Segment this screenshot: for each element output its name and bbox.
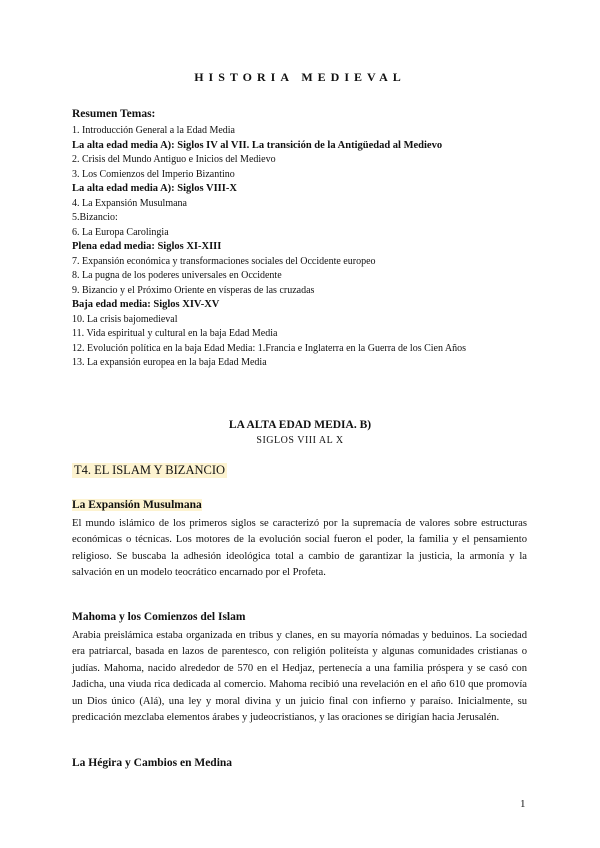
document-title: HISTORIA MEDIEVAL — [194, 70, 406, 84]
topic-heading: T4. EL ISLAM Y BIZANCIO — [74, 463, 226, 477]
summary-item: 7. Expansión económica y transformaciones sociales del Occidente europeo — [72, 255, 376, 267]
summary-section-label: Plena edad media: Siglos XI-XIII — [72, 241, 222, 252]
summary-item: 4. La Expansión Musulmana — [72, 197, 187, 209]
summary-item: 2. Crisis del Mundo Antiguo e Inicios del Medievo — [72, 154, 276, 165]
section-subheading: SIGLOS VIII AL X — [256, 435, 344, 446]
summary-item: 10. La crisis bajomedieval — [72, 313, 178, 325]
summary-item: 6. La Europa Carolingia — [72, 226, 169, 238]
summary-section-label: La alta edad media A): Siglos IV al VII. La transición de la Antigüedad al Medievo — [72, 139, 443, 151]
paragraph-expansion: El mundo islámico de los primeros siglos se caracterizó por la supremacía de valores sobre estructuras económicas o técnicas. Los motores de la evolución social fueron el poder, la familia y el pensamiento religioso. Se buscaba la adhesión ideológica total a cambio de garantizar la justicia, la armonía y la salvación en un modelo teocrático encarnado por el Profeta. — [72, 518, 527, 579]
section-heading: LA ALTA EDAD MEDIA. B) — [228, 419, 372, 431]
summary-item: 13. La expansión europea en la baja Edad Media — [72, 357, 267, 368]
page-number: 1 — [520, 798, 526, 810]
summary-item: 8. La pugna de los poderes universales en Occidente — [72, 270, 282, 281]
subsection-heading-hegira: La Hégira y Cambios en Medina — [72, 757, 233, 769]
summary-item: 11. Vida espiritual y cultural en la baja Edad Media — [72, 328, 278, 339]
summary-item: 3. Los Comienzos del Imperio Bizantino — [72, 168, 235, 180]
summary-list — [72, 107, 542, 371]
summary-item: 1. Introducción General a la Edad Media — [72, 125, 235, 136]
summary-item: 5.Bizancio: — [72, 212, 118, 223]
summary-section-label: Baja edad media: Siglos XIV-XV — [72, 299, 220, 310]
summary-item: 9. Bizancio y el Próximo Oriente en vísperas de las cruzadas — [72, 284, 315, 296]
summary-heading: Resumen Temas: — [72, 108, 156, 120]
subsection-heading-expansion — [72, 499, 202, 511]
summary-section-label: La alta edad media A): Siglos VIII-X — [72, 183, 237, 194]
summary-items — [72, 124, 542, 371]
subsection-heading-text: La Expansión Musulmana — [72, 499, 202, 511]
summary-item: 12. Evolución política en la baja Edad Media: 1.Francia e Inglaterra en la Guerra de los Cien Años — [72, 342, 467, 354]
subsection-heading-mahoma: Mahoma y los Comienzos del Islam — [72, 611, 246, 623]
paragraph-mahoma: Arabia preislámica estaba organizada en tribus y clanes, en su mayoría nómadas y beduinos. La sociedad era patriarcal, basada en lazos de parentesco, con religión politeísta y algunas comunidades cristianas o judías. Mahoma, nacido alrededor de 570 en el Hedjaz, pertenecía a una familia próspera y se casó con Jadicha, una viuda rica dedicada al comercio. Mahoma recibió una revelación en el año 610 que promovía un Dios único (Alá), una ley y moral divina y un juicio final con infierno y paraíso. Inicialmente, su predicación mezclaba elementos árabes y judeocristianos, y las oraciones se dirigían hacia Jerusalén. — [72, 630, 527, 724]
